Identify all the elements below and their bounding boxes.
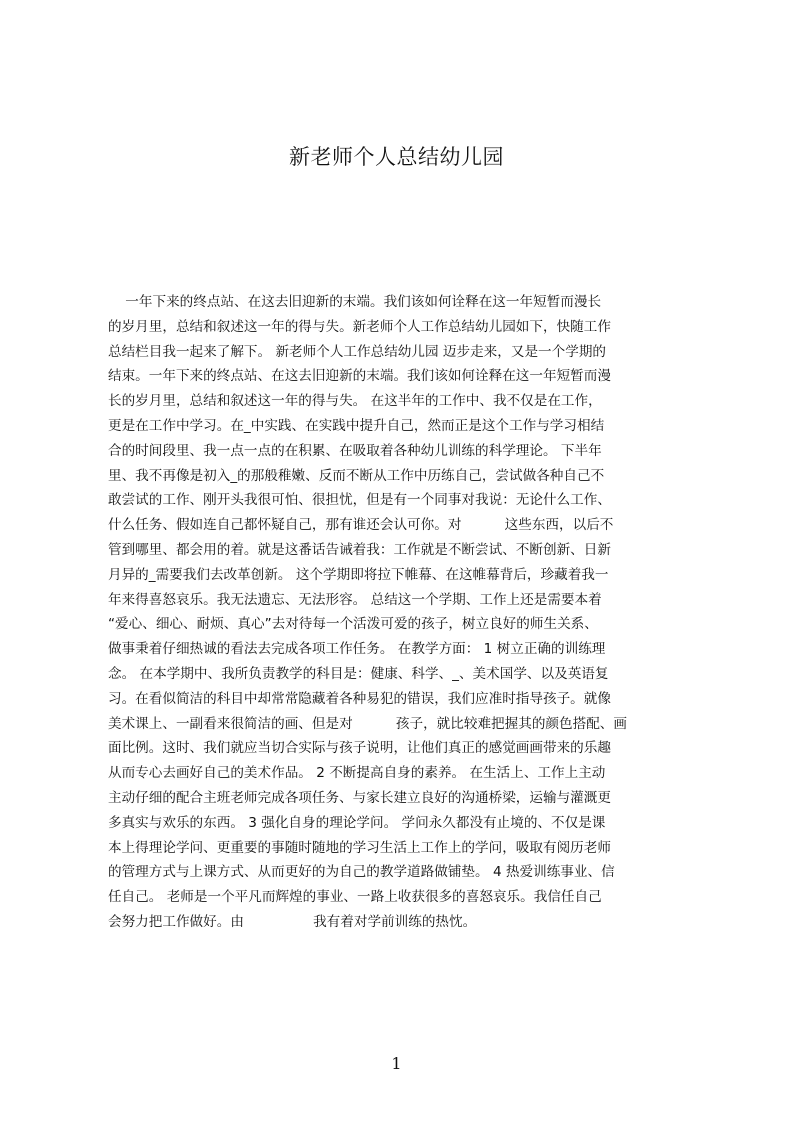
text-line: 美术课上、一副看来很简洁的画、但是对 孩子，就比较难把握其的颜色搭配、画 [108,715,627,732]
text-line: 习。在看似简洁的科目中却常常隐藏着各种易犯的错误，我们应准时指导孩子。就像 [108,690,611,707]
text-line: 从而专心去画好自己的美术作品。 2 不断提高自身的素养。 在生活上、工作上主动 [108,765,606,782]
page-number: 1 [391,1054,402,1073]
text-line: 更是在工作中学习。在_中实践、在实践中提升自己，然而正是这个工作与学习相结 [108,417,605,434]
text-line: 多真实与欢乐的东西。 3 强化自身的理论学问。 学问永久都没有止境的、不仅是课 [108,814,606,831]
text-line: 面比例。这时、我们就应当切合实际与孩子说明，让他们真正的感觉画画带来的乐趣 [108,740,611,757]
text-line: 的岁月里，总结和叙述这一年的得与失。新老师个人工作总结幼儿园如下，快随工作 [108,318,611,335]
text-line: 什么任务、假如连自己都怀疑自己，那有谁还会认可你。对 这些东西，以后不 [108,517,614,534]
text-line: 管到哪里、都会用的着。就是这番话告诫着我：工作就是不断尝试、不断创新、日新 [108,541,611,558]
document-title: 新老师个人总结幼儿园 [289,145,504,169]
text-line: 长的岁月里，总结和叙述这一年的得与失。 在这半年的工作中、我不仅是在工作， [108,393,602,410]
text-line: 主动仔细的配合主班老师完成各项任务、与家长建立良好的沟通桥梁，运输与灌溉更 [108,789,611,806]
text-line: 会努力把工作做好。由 我有着对学前训练的热忱。 [108,913,477,930]
text-line: 本上得理论学问、更重要的事随时随地的学习生活上工作上的学问，吸取有阅历老师 [108,839,611,856]
text-line: 合的时间段里、我一点一点的在积累、在吸取着各种幼儿训练的科学理论。 下半年 [108,442,602,459]
body-text [108,290,698,935]
text-line: 一年下来的终点站、在这去旧迎新的末端。我们该如何诠释在这一年短暂而漫长 [108,294,602,310]
text-line: “爱心、细心、耐烦、真心”去对待每一个活泼可爱的孩子，树立良好的师生关系、 [108,616,598,633]
text-line: 结束。一年下来的终点站、在这去旧迎新的末端。我们该如何诠释在这一年短暂而漫 [108,368,611,385]
text-line: 里、我不再像是初入_的那般稚嫩、反而不断从工作中历练自己，尝试做各种自己不 [108,467,605,484]
text-line: 月异的_需要我们去改革创新。 这个学期即将拉下帷幕、在这帷幕背后，珍藏着我一 [108,566,609,583]
text-line: 任自己。 老师是一个平凡而辉煌的事业、一路上收获很多的喜怒哀乐。我信任自己 [108,889,602,906]
text-line: 年来得喜怒哀乐。我无法遗忘、无法形容。 总结这一个学期、工作上还是需要本着 [108,591,602,608]
text-line: 敢尝试的工作、刚开头我很可怕、很担忧，但是有一个同事对我说：无论什么工作、 [108,492,611,509]
text-line: 做事秉着仔细热诚的看法去完成各项工作任务。 在教学方面： 1 树立正确的训练理 [108,641,606,658]
text-line: 念。 在本学期中、我所负责教学的科目是：健康、科学、_、美术国学、以及英语复 [108,665,609,682]
text-line: 总结栏目我一起来了解下。 新老师个人工作总结幼儿园 迈步走来，又是一个学期的 [108,343,607,360]
text-line: 的管理方式与上课方式、从而更好的为自己的教学道路做铺垫。 4 热爱训练事业、信 [108,864,615,881]
